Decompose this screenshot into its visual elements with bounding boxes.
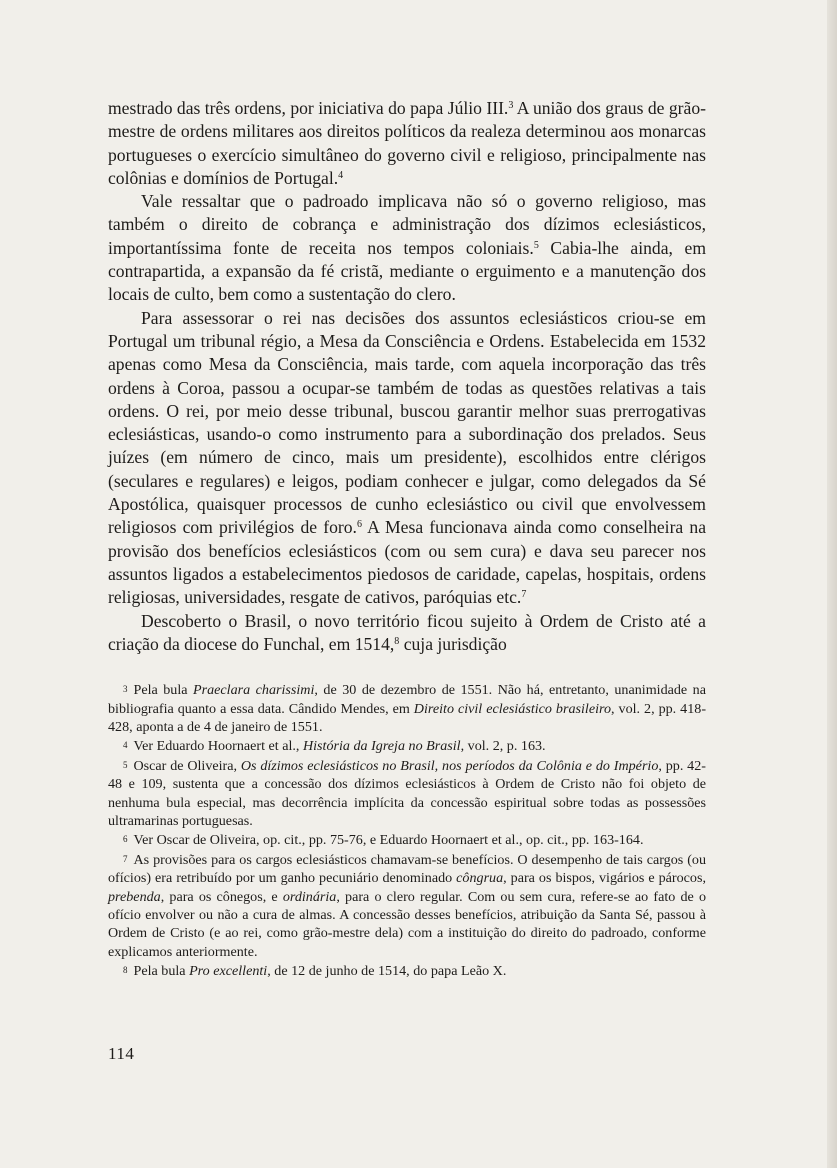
text-run: , para o clero regular. Com ou sem cura, refere-se ao fato de o ofício envolver ou não a cura de almas. A concessão desses benefícios, atribuição da Santa Sé, passou à Ordem de Cristo (e ao rei, como grão-mestre dela) com a instituição do direito do padroado, conforme explicamos anteriormente.	[108, 888, 706, 960]
text-run: , vol. 2, p. 163.	[460, 738, 546, 755]
paragraph	[108, 190, 706, 306]
footnotes	[108, 680, 706, 981]
text-run: , pp. 42-48 e 109, sustenta que a concessão dos dízimos eclesiásticos à Ordem de Cristo não foi objeto de nenhuma bula especial, mas decorrência implícita da concessão espiritual sobre todas as possessões ultramarinas portuguesas.	[108, 757, 706, 829]
text-run: Ver Eduardo Hoornaert et al.,	[133, 738, 303, 755]
page-edge	[827, 0, 837, 1168]
text-run: Pela bula	[133, 963, 190, 980]
paragraph	[108, 610, 706, 657]
body-text	[108, 97, 706, 656]
footnote-marker: 4	[338, 169, 344, 181]
footnote-number: 7	[123, 853, 128, 864]
footnote-marker: 5	[533, 239, 539, 251]
text-run: Pela bula	[133, 682, 194, 699]
footnote	[108, 961, 706, 980]
text-run: Para assessorar o rei nas decisões dos assuntos eclesiásticos criou-se em Portugal um tribunal régio, a Mesa da Consciência e Ordens. Estabelecida em 1532 apenas como Mesa da Consciência, mais tarde, com aquela incorporação das três ordens à Coroa, passou a ocupar-se também de todas as questões relativas a tais ordens. O rei, por meio desse tribunal, buscou garantir melhor suas prerrogativas eclesiásticas, usando-o como instrumento para a subordinação dos prelados. Seus juízes (em número de cinco, mais um presidente), escolhidos entre clérigos (seculares e regulares) e leigos, podiam conhecer e julgar, como delegados da Sé Apostólica, quaisquer processos de cunho eclesiástico ou civil que envolvessem religiosos com privilégios de foro.	[108, 307, 706, 538]
footnote-number: 5	[123, 759, 128, 770]
paragraph	[108, 307, 706, 610]
italic-title: prebenda	[108, 888, 161, 905]
text-run: Cabia-lhe ainda, em contrapartida, a expansão da fé cristã, mediante o erguimento e a manutenção dos locais de culto, bem como a sustentação do clero.	[108, 237, 707, 305]
text-run: A Mesa funcionava ainda como conselheira na provisão dos benefícios eclesiásticos (com ou sem cura) e dava seu parecer nos assuntos ligados a estabelecimentos piedosos de caridade, capelas, hospitais, ordens religiosas, universidades, resgate de cativos, paróquias etc.	[108, 517, 706, 608]
text-run: , vol. 2, pp. 418-428, aponta a de 4 de janeiro de 1551.	[108, 700, 707, 735]
footnote	[108, 830, 706, 849]
italic-title: Pro excellenti	[189, 963, 268, 980]
footnote-number: 3	[123, 684, 128, 695]
page-text-block	[108, 97, 706, 981]
italic-title: côngrua	[456, 870, 504, 887]
text-run: , para os bispos, vigários e párocos,	[503, 870, 706, 887]
italic-title: ordinária	[282, 888, 337, 905]
text-run: mestrado das três ordens, por iniciativa do papa Júlio III.	[108, 98, 509, 118]
footnote	[108, 736, 706, 755]
italic-title: Os dízimos eclesiásticos no Brasil, nos períodos da Colônia e do Império	[240, 757, 659, 774]
italic-title: Direito civil eclesiástico brasileiro	[413, 700, 612, 717]
text-run: Oscar de Oliveira,	[133, 757, 241, 774]
footnote-number: 6	[123, 834, 128, 845]
paragraph	[108, 97, 706, 190]
text-run: Descoberto o Brasil, o novo território ficou sujeito à Ordem de Cristo até a criação da diocese do Funchal, em 1514,	[108, 610, 706, 654]
footnote-number: 8	[123, 965, 128, 976]
page-number: 114	[108, 1044, 135, 1063]
italic-title: Praeclara charissimi	[193, 682, 315, 699]
footnote-marker: 7	[521, 589, 527, 601]
footnote	[108, 850, 706, 961]
text-run: As provisões para os cargos eclesiásticos chamavam-se benefícios. O desempenho de tais cargos (ou ofícios) era retribuído por um ganho pecuniário denominado	[108, 851, 706, 887]
footnote-marker: 3	[508, 100, 514, 111]
footnote-marker: 8	[394, 635, 400, 647]
text-run: A união dos graus de grão-mestre de ordens militares aos direitos políticos da realeza determinou aos monarcas portugueses o exercício simultâneo do governo civil e religioso, principalmente nas colônias e domínios de Portugal.	[108, 98, 706, 188]
text-run: Ver Oscar de Oliveira, op. cit., pp. 75-76, e Eduardo Hoornaert et al., op. cit., pp. 163-164.	[133, 832, 644, 849]
text-run: cuja jurisdição	[399, 633, 507, 654]
footnote-marker: 6	[356, 519, 362, 531]
text-run: Vale ressaltar que o padroado implicava não só o governo religioso, mas também o direito de cobrança e administração dos dízimos eclesiásticos, importantíssima fonte de receita nos tempos coloniais.	[108, 191, 706, 258]
text-run: , para os cônegos, e	[160, 888, 283, 905]
text-run: , de 12 de junho de 1514, do papa Leão X.	[267, 963, 507, 980]
italic-title: História da Igreja no Brasil	[302, 738, 461, 755]
footnote	[108, 680, 706, 736]
text-run: , de 30 de dezembro de 1551. Não há, entretanto, unanimidade na bibliografia quanto a essa data. Cândido Mendes, em	[108, 682, 706, 717]
footnote	[108, 756, 706, 831]
footnote-number: 4	[123, 740, 128, 751]
